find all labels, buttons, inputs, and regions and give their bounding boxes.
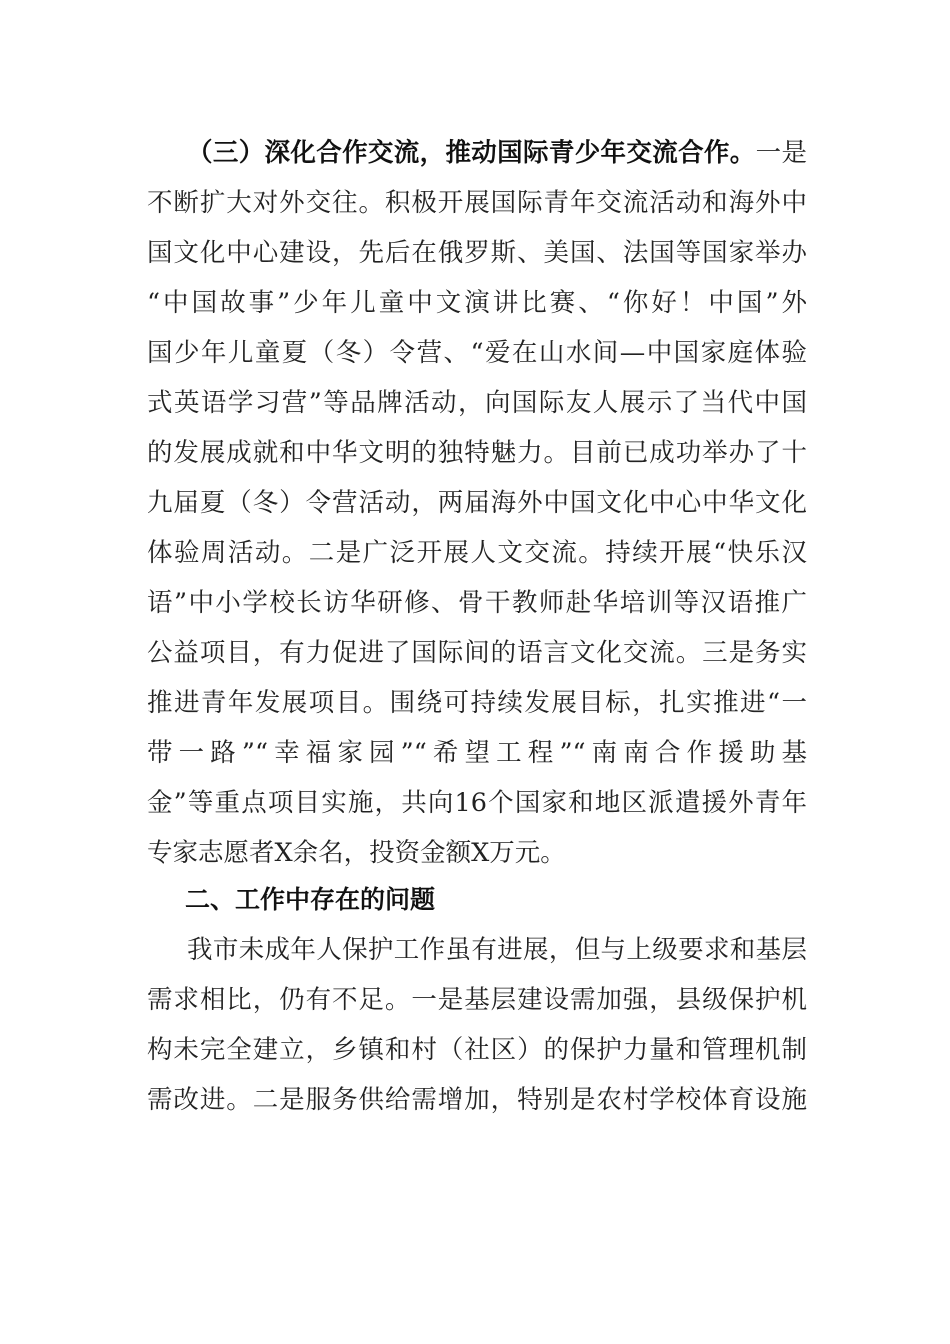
paragraph-line: 金”等重点项目实施，共向16个国家和地区派遣援外青年 <box>147 788 807 818</box>
paragraph-line: 需改进。二是服务供给需增加，特别是农村学校体育设施 <box>147 1085 807 1115</box>
paragraph-last-line: 专家志愿者X余名，投资金额X万元。 <box>147 838 566 868</box>
paragraph-line: 的发展成就和中华文明的独特魅力。目前已成功举办了十 <box>147 438 807 468</box>
paragraph-line: 需求相比，仍有不足。一是基层建设需加强，县级保护机 <box>147 985 807 1015</box>
section-three-paragraph-cont <box>147 733 807 883</box>
section-two-paragraph <box>147 930 807 1130</box>
paragraph-line: 带一路”“幸福家园”“希望工程”“南南合作援助基 <box>147 738 807 768</box>
paragraph-line: 体验周活动。二是广泛开展人文交流。持续开展“快乐汉 <box>147 538 807 568</box>
paragraph-first-line: 我市未成年人保护工作虽有进展，但与上级要求和基层 <box>187 935 807 965</box>
paragraph-line: 公益项目，有力促进了国际间的语言文化交流。三是务实 <box>147 638 807 668</box>
paragraph-line: 国文化中心建设，先后在俄罗斯、美国、法国等国家举办 <box>147 238 807 268</box>
section-three-heading: （三）深化合作交流，推动国际青少年交流合作。 <box>187 138 756 168</box>
paragraph-first-line <box>187 133 807 173</box>
section-three-heading-tail: 一是 <box>755 138 807 168</box>
paragraph-line: 推进青年发展项目。围绕可持续发展目标，扎实推进“一 <box>147 688 807 718</box>
paragraph-line: 国少年儿童夏（冬）令营、“爱在山水间—中国家庭体验 <box>147 338 807 368</box>
paragraph-line: 不断扩大对外交往。积极开展国际青年交流活动和海外中 <box>147 188 807 218</box>
paragraph-line: 式英语学习营”等品牌活动，向国际友人展示了当代中国 <box>147 388 807 418</box>
paragraph-line: 九届夏（冬）令营活动，两届海外中国文化中心中华文化 <box>147 488 807 518</box>
paragraph-line: “中国故事”少年儿童中文演讲比赛、“你好！中国”外 <box>147 288 807 318</box>
section-two-heading: 二、工作中存在的问题 <box>185 885 436 914</box>
paragraph-line: 构未完全建立，乡镇和村（社区）的保护力量和管理机制 <box>147 1035 807 1065</box>
section-three-paragraph <box>147 133 807 733</box>
paragraph-line: 语”中小学校长访华研修、骨干教师赴华培训等汉语推广 <box>147 588 807 618</box>
